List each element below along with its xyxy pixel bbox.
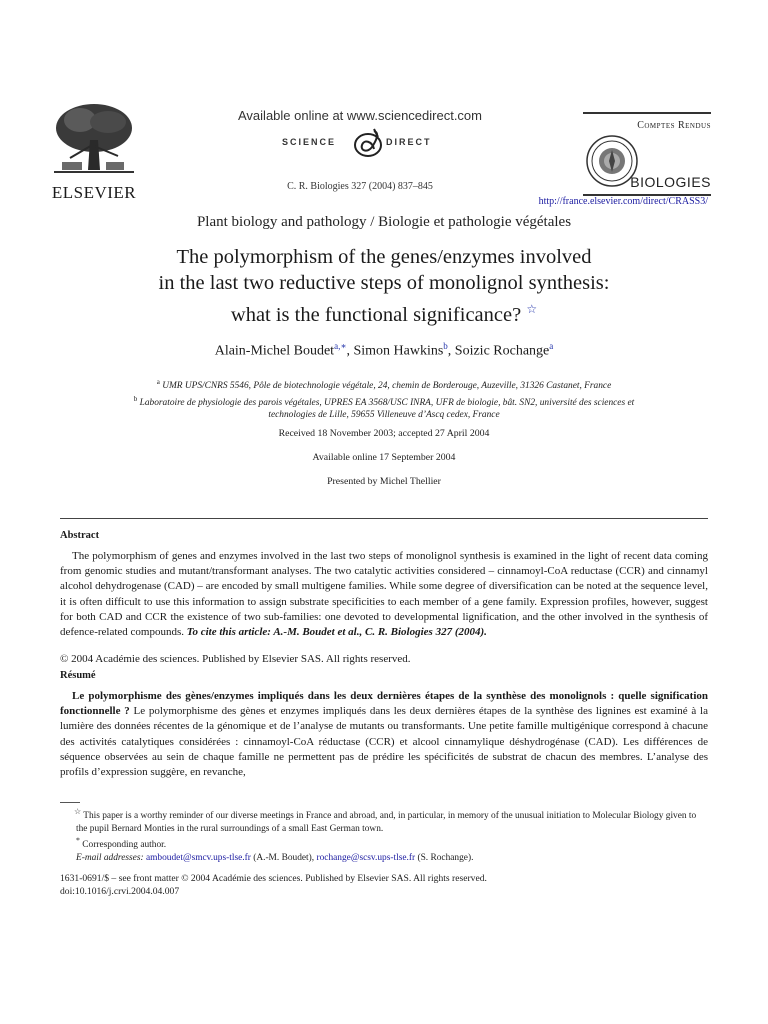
footnote-corr-mark: * [76, 836, 80, 846]
header-divider [60, 518, 708, 519]
author-name: Soizic Rochange [454, 343, 550, 359]
author-name: Alain-Michel Boudet [214, 343, 335, 359]
journal-logo-bottom: BIOLOGIES [630, 174, 711, 190]
affiliation-mark: b [133, 394, 138, 403]
author-affil-mark[interactable]: b [443, 341, 448, 351]
email-owner: (A.-M. Boudet), [250, 852, 317, 863]
issn-line: 1631-0691/$ – see front matter © 2004 Académie des sciences. Published by Elsevier SAS. All rights reserved. [60, 873, 487, 884]
doi-line[interactable]: doi:10.1016/j.crvi.2004.04.007 [60, 886, 180, 897]
section-heading: Plant biology and pathology / Biologie et pathologie végétales [196, 214, 572, 230]
sd-left-word: SCIENCE [282, 137, 337, 147]
affiliations [60, 376, 708, 422]
journal-url-link[interactable]: http://france.elsevier.com/direct/CRASS3/ [538, 196, 708, 207]
author-affil-mark[interactable]: a,∗ [334, 341, 347, 351]
received-date: Received 18 November 2003; accepted 27 April 2004 [278, 428, 490, 439]
sciencedirect-logo [282, 127, 452, 159]
footnote-star [60, 806, 708, 835]
journal-logo-box [583, 112, 711, 196]
publisher-name: ELSEVIER [51, 183, 137, 202]
sd-right-word: DIRECT [386, 137, 432, 147]
email-label: E-mail addresses: [76, 852, 144, 863]
affiliation-a [60, 376, 708, 393]
footnote-divider [60, 802, 80, 803]
resume-body [60, 689, 708, 780]
citation-instruction: To cite this article: A.-M. Boudet et al., C. R. Biologies 327 (2004). [186, 626, 487, 639]
resume-title: Le polymorphisme des gènes/enzymes impliqués dans les deux dernières étapes de la synthèse des monolignols : quelle signification fonctionnelle ? [60, 690, 708, 718]
email-link-boudet[interactable]: amboudet@smcv.ups-tlse.fr [145, 852, 251, 863]
online-date: Available online 17 September 2004 [312, 452, 456, 463]
author-list [60, 341, 708, 360]
elsevier-tree-icon [50, 100, 138, 178]
title-line-2: in the last two reductive steps of monolignol synthesis: [158, 272, 610, 294]
footnote-corresponding [60, 835, 708, 852]
affiliation-mark: a [156, 378, 160, 386]
abstract-heading: Abstract [60, 530, 100, 541]
journal-citation: C. R. Biologies 327 (2004) 837–845 [287, 181, 433, 192]
resume-heading: Résumé [60, 670, 96, 681]
abstract-text: The polymorphism of genes and enzymes involved in the last two steps of monolignol synthesis is examined in the light of recent data coming from genomic studies and mutant/transformant analyses. The two catalytic activities considered – cinnamoyl-CoA reductase (CCR) and cinnamyl alcohol dehydrogenase (CAD) – are encoded by small multigene families. While some degree of diversification can be noted at the sequence level, it is often difficult to use this information to assign substrate specificities to each member of a gene family. Expression profiles, however, suggest for both CAD and CCR the existence of two sub-families: one devoted to developmental lignification, and the other involved in the synthesis of defence-related compounds. [60, 550, 708, 639]
author-name: Simon Hawkins [353, 343, 444, 359]
title-line-3-text: what is the functional significance? [230, 303, 522, 326]
available-online-text[interactable]: Available online at www.sciencedirect.com [238, 108, 482, 123]
footnote-corr-text: Corresponding author. [82, 840, 167, 851]
affiliation-text: UMR UPS/CNRS 5546, Pôle de biotechnologie végétale, 24, chemin de Borderouge, Auzeville, 31326 Castanet, France [162, 381, 612, 392]
presented-by: Presented by Michel Thellier [327, 476, 441, 487]
footnote-star-mark: ☆ [74, 807, 82, 816]
author-separator: , [447, 343, 455, 359]
elsevier-logo [50, 100, 138, 202]
journal-logo-top: Comptes Rendus [637, 120, 711, 131]
title-footnote-star[interactable]: ☆ [526, 302, 538, 316]
title-line-1: The polymorphism of the genes/enzymes involved [176, 246, 592, 268]
affiliation-b [60, 393, 708, 410]
email-owner: (S. Rochange). [415, 852, 474, 863]
sciencedirect-d-icon [350, 127, 386, 159]
author-separator: , [346, 343, 354, 359]
affiliation-text: Laboratoire de physiologie des parois végétales, UPRES EA 3568/USC INRA, UFR de biologie, bât. SN2, université des sciences et [139, 397, 635, 408]
resume-text: Le polymorphisme des gènes et enzymes impliqués dans les deux dernières étapes de la synthèse des lignines est examiné à la lumière des données récentes de la génomique et de l’analyse de mutants ou transformants. Une petite famille multigénique correspond à chacune des activités catalytiques considérées : cinnamoyl-CoA réductase (CCR) et alcool cinnamylique déshydrogénase (CAD). Les différences de séquence observées au sein de chaque famille ne permettent pas de prédire les spécificités de substrat de chacun des membres. L’analyse des profils d’expression suggère, en revanche, [60, 705, 708, 779]
abstract-body [60, 549, 708, 640]
affiliation-b-continued: technologies de Lille, 59655 Villeneuve d’Ascq cedex, France [268, 410, 500, 421]
email-link-rochange[interactable]: rochange@scsv.ups-tlse.fr [316, 852, 416, 863]
footnotes [60, 806, 708, 864]
title-line-3 [60, 296, 708, 328]
article-title [60, 244, 708, 328]
footnote-star-text: This paper is a worthy reminder of our diverse meetings in France and abroad, and, in particular, in memory of the unusual initiation to Molecular Biology given to the pupil Bernard Monties in the rural surroundings of a small East German town. [76, 811, 697, 834]
author-affil-mark[interactable]: a [549, 341, 554, 351]
abstract-copyright: © 2004 Académie des sciences. Published by Elsevier SAS. All rights reserved. [60, 653, 411, 665]
footnote-emails [60, 852, 708, 865]
